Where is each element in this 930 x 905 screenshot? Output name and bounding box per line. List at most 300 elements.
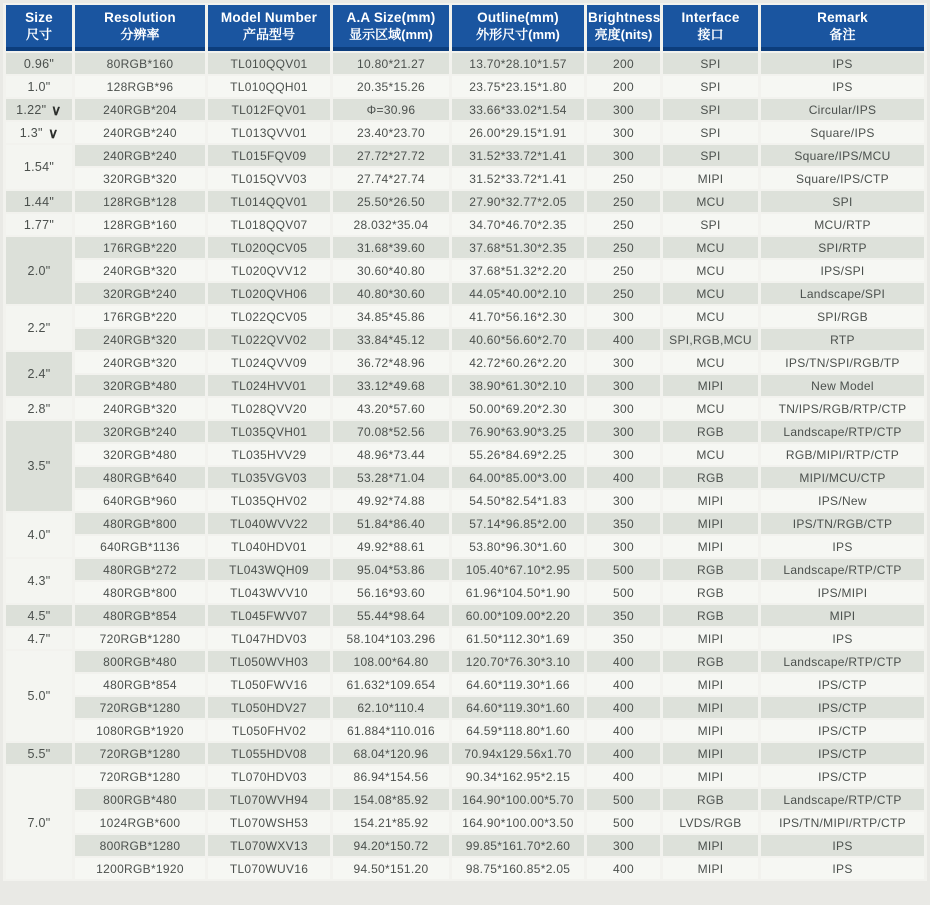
interface-cell: RGB: [663, 605, 758, 626]
aa-size-cell: 56.16*93.60: [333, 582, 449, 603]
resolution-cell: 320RGB*480: [75, 375, 205, 396]
resolution-cell: 128RGB*128: [75, 191, 205, 212]
brightness-cell: 400: [587, 720, 660, 741]
aa-size-cell: 27.74*27.74: [333, 168, 449, 189]
remark-cell: MCU/RTP: [761, 214, 924, 235]
size-label: 1.22": [16, 103, 47, 118]
resolution-cell: 240RGB*204: [75, 99, 205, 120]
table-row: [6, 76, 924, 97]
model-cell: TL035HVV29: [208, 444, 330, 465]
resolution-cell: 320RGB*240: [75, 283, 205, 304]
size-label: 1.54": [23, 160, 55, 175]
column-header-interface: [663, 5, 758, 51]
brightness-cell: 400: [587, 651, 660, 672]
remark-cell: IPS/CTP: [761, 674, 924, 695]
outline-cell: 164.90*100.00*5.70: [452, 789, 584, 810]
brightness-cell: 500: [587, 582, 660, 603]
table-row: [6, 421, 924, 442]
table-row: [6, 122, 924, 143]
outline-cell: 61.96*104.50*1.90: [452, 582, 584, 603]
resolution-cell: 480RGB*854: [75, 674, 205, 695]
interface-cell: MIPI: [663, 720, 758, 741]
brightness-cell: 300: [587, 536, 660, 557]
model-cell: TL040HDV01: [208, 536, 330, 557]
remark-cell: IPS/CTP: [761, 697, 924, 718]
table-row: [6, 628, 924, 649]
size-label: 4.0": [27, 528, 51, 543]
interface-cell: RGB: [663, 467, 758, 488]
size-label: 4.7": [27, 631, 51, 646]
model-cell: TL070HDV03: [208, 766, 330, 787]
brightness-cell: 400: [587, 674, 660, 695]
remark-cell: IPS/TN/MIPI/RTP/CTP: [761, 812, 924, 833]
remark-cell: IPS/MIPI: [761, 582, 924, 603]
remark-cell: SPI/RGB: [761, 306, 924, 327]
table-row: [6, 720, 924, 741]
aa-size-cell: 27.72*27.72: [333, 145, 449, 166]
table-row: [6, 513, 924, 534]
model-cell: TL022QCV05: [208, 306, 330, 327]
resolution-cell: 640RGB*1136: [75, 536, 205, 557]
brightness-cell: 400: [587, 743, 660, 764]
brightness-cell: 400: [587, 766, 660, 787]
resolution-cell: 240RGB*320: [75, 260, 205, 281]
interface-cell: MIPI: [663, 168, 758, 189]
aa-size-cell: 95.04*53.86: [333, 559, 449, 580]
model-cell: TL055HDV08: [208, 743, 330, 764]
remark-cell: IPS: [761, 835, 924, 856]
remark-cell: IPS/CTP: [761, 766, 924, 787]
outline-cell: 64.60*119.30*1.60: [452, 697, 584, 718]
remark-cell: IPS: [761, 628, 924, 649]
table-row: [6, 674, 924, 695]
aa-size-cell: 94.20*150.72: [333, 835, 449, 856]
header-model-zh: 产品型号: [242, 26, 295, 42]
outline-cell: 23.75*23.15*1.80: [452, 76, 584, 97]
resolution-cell: 128RGB*96: [75, 76, 205, 97]
table-header: [6, 5, 924, 51]
model-cell: TL070WUV16: [208, 858, 330, 879]
brightness-cell: 250: [587, 168, 660, 189]
outline-cell: 55.26*84.69*2.25: [452, 444, 584, 465]
table-row: [6, 283, 924, 304]
outline-cell: 37.68*51.30*2.35: [452, 237, 584, 258]
pen-checkmark: ∨: [50, 101, 63, 119]
remark-cell: RTP: [761, 329, 924, 350]
table-row: [6, 743, 924, 764]
header-brightness-en: Brightness: [588, 10, 661, 25]
remark-cell: Square/IPS/MCU: [761, 145, 924, 166]
size-label: 5.5": [27, 746, 51, 761]
header-aa-en: A.A Size(mm): [346, 10, 436, 25]
aa-size-cell: 30.60*40.80: [333, 260, 449, 281]
table-row: [6, 697, 924, 718]
remark-cell: Landscape/SPI: [761, 283, 924, 304]
outline-cell: 105.40*67.10*2.95: [452, 559, 584, 580]
outline-cell: 33.66*33.02*1.54: [452, 99, 584, 120]
aa-size-cell: 154.08*85.92: [333, 789, 449, 810]
header-brightness-zh: 亮度(nits): [594, 26, 653, 42]
interface-cell: RGB: [663, 651, 758, 672]
interface-cell: SPI: [663, 99, 758, 120]
resolution-cell: 720RGB*1280: [75, 697, 205, 718]
header-aa-zh: 显示区域(mm): [349, 26, 433, 42]
aa-size-cell: 40.80*30.60: [333, 283, 449, 304]
remark-cell: Circular/IPS: [761, 99, 924, 120]
size-cell: [6, 559, 72, 603]
header-model-en: Model Number: [220, 10, 318, 25]
table-row: [6, 306, 924, 327]
aa-size-cell: Φ=30.96: [333, 99, 449, 120]
interface-cell: MCU: [663, 283, 758, 304]
brightness-cell: 250: [587, 191, 660, 212]
aa-size-cell: 70.08*52.56: [333, 421, 449, 442]
resolution-cell: 320RGB*240: [75, 421, 205, 442]
resolution-cell: 720RGB*1280: [75, 743, 205, 764]
aa-size-cell: 51.84*86.40: [333, 513, 449, 534]
size-label: 1.0": [27, 79, 51, 94]
model-cell: TL013QVV01: [208, 122, 330, 143]
size-cell: [6, 214, 72, 235]
remark-cell: IPS: [761, 53, 924, 74]
model-cell: TL022QVV02: [208, 329, 330, 350]
model-cell: TL035QHV02: [208, 490, 330, 511]
header-interface-zh: 接口: [697, 26, 724, 42]
remark-cell: IPS: [761, 76, 924, 97]
outline-cell: 98.75*160.85*2.05: [452, 858, 584, 879]
aa-size-cell: 55.44*98.64: [333, 605, 449, 626]
resolution-cell: 128RGB*160: [75, 214, 205, 235]
aa-size-cell: 33.12*49.68: [333, 375, 449, 396]
resolution-cell: 480RGB*640: [75, 467, 205, 488]
model-cell: TL028QVV20: [208, 398, 330, 419]
model-cell: TL043WQH09: [208, 559, 330, 580]
resolution-cell: 800RGB*1280: [75, 835, 205, 856]
resolution-cell: 320RGB*480: [75, 444, 205, 465]
resolution-cell: 800RGB*480: [75, 789, 205, 810]
size-cell: [6, 99, 72, 120]
remark-cell: Square/IPS: [761, 122, 924, 143]
brightness-cell: 500: [587, 559, 660, 580]
model-cell: TL070WSH53: [208, 812, 330, 833]
brightness-cell: 400: [587, 697, 660, 718]
lcd-spec-table: [3, 3, 927, 881]
remark-cell: TN/IPS/RGB/RTP/CTP: [761, 398, 924, 419]
interface-cell: SPI: [663, 214, 758, 235]
aa-size-cell: 20.35*15.26: [333, 76, 449, 97]
aa-size-cell: 36.72*48.96: [333, 352, 449, 373]
resolution-cell: 240RGB*320: [75, 329, 205, 350]
size-label: 0.96": [23, 56, 55, 71]
model-cell: TL070WXV13: [208, 835, 330, 856]
column-header-model-number: [208, 5, 330, 51]
interface-cell: LVDS/RGB: [663, 812, 758, 833]
aa-size-cell: 34.85*45.86: [333, 306, 449, 327]
resolution-cell: 176RGB*220: [75, 237, 205, 258]
outline-cell: 13.70*28.10*1.57: [452, 53, 584, 74]
outline-cell: 57.14*96.85*2.00: [452, 513, 584, 534]
model-cell: TL050WVH03: [208, 651, 330, 672]
resolution-cell: 240RGB*240: [75, 122, 205, 143]
brightness-cell: 400: [587, 467, 660, 488]
size-cell: [6, 513, 72, 557]
remark-cell: Landscape/RTP/CTP: [761, 789, 924, 810]
interface-cell: RGB: [663, 421, 758, 442]
remark-cell: SPI/RTP: [761, 237, 924, 258]
size-cell: [6, 237, 72, 304]
remark-cell: IPS: [761, 858, 924, 879]
column-header-resolution: [75, 5, 205, 51]
remark-cell: New Model: [761, 375, 924, 396]
resolution-cell: 320RGB*320: [75, 168, 205, 189]
resolution-cell: 480RGB*800: [75, 513, 205, 534]
interface-cell: MCU: [663, 398, 758, 419]
aa-size-cell: 61.632*109.654: [333, 674, 449, 695]
size-cell: [6, 605, 72, 626]
table-row: [6, 99, 924, 120]
size-label: 2.8": [27, 401, 51, 416]
brightness-cell: 250: [587, 260, 660, 281]
model-cell: TL050FWV16: [208, 674, 330, 695]
size-label: 4.5": [27, 608, 51, 623]
interface-cell: MIPI: [663, 490, 758, 511]
aa-size-cell: 48.96*73.44: [333, 444, 449, 465]
remark-cell: Landscape/RTP/CTP: [761, 421, 924, 442]
column-header-outline: [452, 5, 584, 51]
brightness-cell: 300: [587, 99, 660, 120]
table-row: [6, 858, 924, 879]
table-row: [6, 766, 924, 787]
brightness-cell: 300: [587, 306, 660, 327]
model-cell: TL070WVH94: [208, 789, 330, 810]
table-row: [6, 145, 924, 166]
remark-cell: MIPI: [761, 605, 924, 626]
size-label: 3.5": [27, 459, 51, 474]
resolution-cell: 640RGB*960: [75, 490, 205, 511]
aa-size-cell: 86.94*154.56: [333, 766, 449, 787]
outline-cell: 26.00*29.15*1.91: [452, 122, 584, 143]
table-row: [6, 53, 924, 74]
size-cell: [6, 352, 72, 396]
header-size-en: Size: [25, 10, 53, 25]
interface-cell: MCU: [663, 352, 758, 373]
size-cell: [6, 145, 72, 189]
size-label: 2.4": [27, 367, 51, 382]
brightness-cell: 300: [587, 122, 660, 143]
aa-size-cell: 49.92*74.88: [333, 490, 449, 511]
model-cell: TL018QQV07: [208, 214, 330, 235]
model-cell: TL045FWV07: [208, 605, 330, 626]
size-cell: [6, 398, 72, 419]
aa-size-cell: 10.80*21.27: [333, 53, 449, 74]
brightness-cell: 300: [587, 835, 660, 856]
outline-cell: 64.59*118.80*1.60: [452, 720, 584, 741]
model-cell: TL050FHV02: [208, 720, 330, 741]
brightness-cell: 400: [587, 329, 660, 350]
outline-cell: 54.50*82.54*1.83: [452, 490, 584, 511]
table-row: [6, 444, 924, 465]
header-outline-zh: 外形尺寸(mm): [476, 26, 560, 42]
table-row: [6, 375, 924, 396]
resolution-cell: 720RGB*1280: [75, 628, 205, 649]
size-cell: [6, 766, 72, 879]
remark-cell: IPS/New: [761, 490, 924, 511]
outline-cell: 41.70*56.16*2.30: [452, 306, 584, 327]
remark-cell: MIPI/MCU/CTP: [761, 467, 924, 488]
model-cell: TL035QVH01: [208, 421, 330, 442]
brightness-cell: 250: [587, 283, 660, 304]
model-cell: TL024HVV01: [208, 375, 330, 396]
brightness-cell: 200: [587, 76, 660, 97]
interface-cell: RGB: [663, 559, 758, 580]
size-cell: [6, 651, 72, 741]
model-cell: TL014QQV01: [208, 191, 330, 212]
remark-cell: IPS/CTP: [761, 720, 924, 741]
size-cell: [6, 76, 72, 97]
aa-size-cell: 49.92*88.61: [333, 536, 449, 557]
brightness-cell: 300: [587, 352, 660, 373]
brightness-cell: 300: [587, 375, 660, 396]
resolution-cell: 176RGB*220: [75, 306, 205, 327]
remark-cell: IPS: [761, 536, 924, 557]
column-header-brightness: [587, 5, 660, 51]
interface-cell: MIPI: [663, 536, 758, 557]
brightness-cell: 300: [587, 421, 660, 442]
table-row: [6, 168, 924, 189]
outline-cell: 27.90*32.77*2.05: [452, 191, 584, 212]
interface-cell: MIPI: [663, 513, 758, 534]
interface-cell: MCU: [663, 444, 758, 465]
interface-cell: MIPI: [663, 835, 758, 856]
resolution-cell: 80RGB*160: [75, 53, 205, 74]
size-cell: [6, 306, 72, 350]
remark-cell: IPS/TN/RGB/CTP: [761, 513, 924, 534]
size-cell: [6, 743, 72, 764]
model-cell: TL035VGV03: [208, 467, 330, 488]
size-label: 2.0": [27, 263, 51, 278]
column-header-size: [6, 5, 72, 51]
interface-cell: MIPI: [663, 674, 758, 695]
interface-cell: MIPI: [663, 766, 758, 787]
resolution-cell: 1024RGB*600: [75, 812, 205, 833]
model-cell: TL020QVV12: [208, 260, 330, 281]
interface-cell: MCU: [663, 306, 758, 327]
header-remark-zh: 备注: [829, 26, 856, 42]
header-outline-en: Outline(mm): [477, 10, 559, 25]
table-row: [6, 835, 924, 856]
interface-cell: MIPI: [663, 375, 758, 396]
interface-cell: MIPI: [663, 628, 758, 649]
brightness-cell: 350: [587, 605, 660, 626]
spec-table-body: [6, 53, 924, 879]
table-row: [6, 536, 924, 557]
remark-cell: IPS/SPI: [761, 260, 924, 281]
brightness-cell: 250: [587, 214, 660, 235]
interface-cell: SPI: [663, 53, 758, 74]
resolution-cell: 480RGB*854: [75, 605, 205, 626]
size-cell: [6, 122, 72, 143]
size-cell: [6, 53, 72, 74]
model-cell: TL010QQH01: [208, 76, 330, 97]
brightness-cell: 300: [587, 490, 660, 511]
resolution-cell: 240RGB*320: [75, 398, 205, 419]
brightness-cell: 350: [587, 513, 660, 534]
model-cell: TL010QQV01: [208, 53, 330, 74]
aa-size-cell: 25.50*26.50: [333, 191, 449, 212]
interface-cell: RGB: [663, 582, 758, 603]
header-interface-en: Interface: [681, 10, 740, 25]
resolution-cell: 240RGB*240: [75, 145, 205, 166]
outline-cell: 99.85*161.70*2.60: [452, 835, 584, 856]
interface-cell: RGB: [663, 789, 758, 810]
outline-cell: 37.68*51.32*2.20: [452, 260, 584, 281]
table-row: [6, 490, 924, 511]
aa-size-cell: 68.04*120.96: [333, 743, 449, 764]
interface-cell: MCU: [663, 191, 758, 212]
size-cell: [6, 421, 72, 511]
remark-cell: Square/IPS/CTP: [761, 168, 924, 189]
remark-cell: SPI: [761, 191, 924, 212]
interface-cell: MIPI: [663, 743, 758, 764]
model-cell: TL050HDV27: [208, 697, 330, 718]
outline-cell: 120.70*76.30*3.10: [452, 651, 584, 672]
column-header-remark: [761, 5, 924, 51]
aa-size-cell: 108.00*64.80: [333, 651, 449, 672]
outline-cell: 64.60*119.30*1.66: [452, 674, 584, 695]
outline-cell: 38.90*61.30*2.10: [452, 375, 584, 396]
size-cell: [6, 628, 72, 649]
outline-cell: 31.52*33.72*1.41: [452, 168, 584, 189]
resolution-cell: 480RGB*800: [75, 582, 205, 603]
remark-cell: Landscape/RTP/CTP: [761, 559, 924, 580]
interface-cell: MIPI: [663, 858, 758, 879]
table-row: [6, 789, 924, 810]
remark-cell: RGB/MIPI/RTP/CTP: [761, 444, 924, 465]
model-cell: TL040WVV22: [208, 513, 330, 534]
outline-cell: 31.52*33.72*1.41: [452, 145, 584, 166]
aa-size-cell: 62.10*110.4: [333, 697, 449, 718]
remark-cell: IPS/TN/SPI/RGB/TP: [761, 352, 924, 373]
resolution-cell: 240RGB*320: [75, 352, 205, 373]
interface-cell: SPI: [663, 145, 758, 166]
size-label: 5.0": [27, 689, 51, 704]
header-resolution-zh: 分辨率: [120, 26, 160, 42]
size-label: 1.77": [23, 217, 55, 232]
outline-cell: 64.00*85.00*3.00: [452, 467, 584, 488]
model-cell: TL012FQV01: [208, 99, 330, 120]
interface-cell: MIPI: [663, 697, 758, 718]
resolution-cell: 720RGB*1280: [75, 766, 205, 787]
table-row: [6, 214, 924, 235]
outline-cell: 61.50*112.30*1.69: [452, 628, 584, 649]
outline-cell: 40.60*56.60*2.70: [452, 329, 584, 350]
table-row: [6, 467, 924, 488]
aa-size-cell: 23.40*23.70: [333, 122, 449, 143]
size-cell: [6, 191, 72, 212]
outline-cell: 50.00*69.20*2.30: [452, 398, 584, 419]
interface-cell: SPI: [663, 76, 758, 97]
outline-cell: 70.94x129.56x1.70: [452, 743, 584, 764]
model-cell: TL020QCV05: [208, 237, 330, 258]
interface-cell: SPI,RGB,MCU: [663, 329, 758, 350]
model-cell: TL015QVV03: [208, 168, 330, 189]
aa-size-cell: 94.50*151.20: [333, 858, 449, 879]
header-remark-en: Remark: [817, 10, 868, 25]
outline-cell: 60.00*109.00*2.20: [452, 605, 584, 626]
outline-cell: 164.90*100.00*3.50: [452, 812, 584, 833]
brightness-cell: 400: [587, 858, 660, 879]
aa-size-cell: 58.104*103.296: [333, 628, 449, 649]
